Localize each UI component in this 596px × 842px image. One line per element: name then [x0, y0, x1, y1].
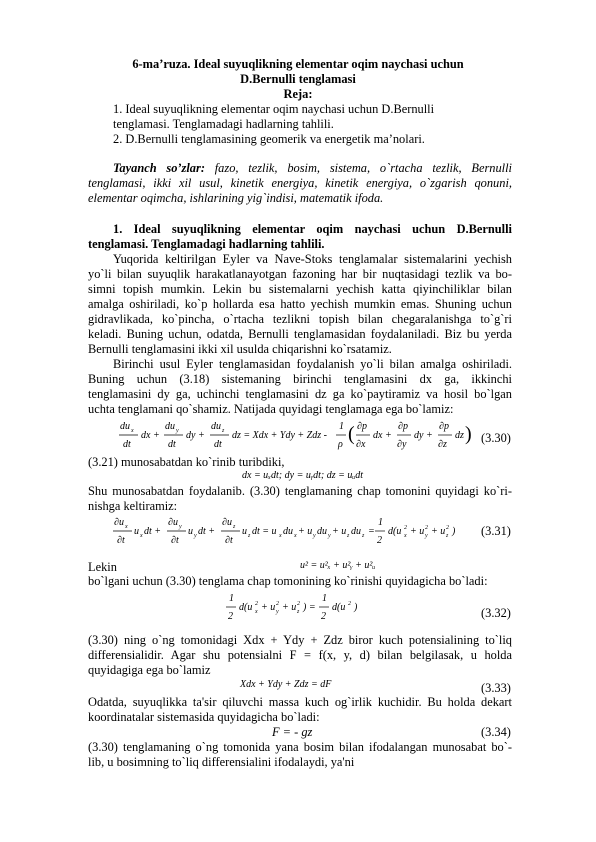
- equation-number-3-34: (3.34): [481, 725, 511, 739]
- svg-text:u: u: [134, 526, 139, 537]
- title-line-1: 6-ma’ruza. Ideal suyuqlikning elementar oqim naychasi uchun: [132, 57, 464, 71]
- svg-text:x: x: [294, 533, 297, 539]
- keywords-line-2: tenglamasi, ikki xil usul, kinetik energiya, kinetik energiya, o`zgarish qonuni,: [88, 176, 512, 190]
- svg-text:ρ: ρ: [338, 439, 343, 450]
- paragraph-1-line: Yuqorida keltirilgan Eyler va Nave-Stoks tenglamalar sistemalarini yechish: [113, 252, 512, 266]
- svg-text:1: 1: [322, 593, 327, 604]
- svg-text:dy +: dy +: [414, 430, 433, 441]
- svg-text:d(u: d(u: [388, 526, 402, 537]
- equation-3-30: [118, 416, 472, 456]
- paragraph-2-line: Birinchi usul Eyler tenglamasidan foydalanish yo`li bilan amalga oshiriladi.: [113, 357, 512, 371]
- svg-text:dt = u: dt = u: [252, 526, 277, 537]
- title-line-2: D.Bernulli tenglamasi: [240, 72, 356, 86]
- paragraph-2-line: tenglamasini dy ga, uchinchi tenglamasini dz ga ko`paytiramiz va hosil bo`lgan: [88, 387, 512, 401]
- svg-text:dt +: dt +: [198, 526, 216, 537]
- paragraph-1-line: Bernulli tenglamasini ikki xil usulda chiqarishni ko`rsatamiz.: [88, 342, 392, 356]
- svg-text:1: 1: [378, 517, 383, 528]
- svg-text:z: z: [222, 428, 225, 434]
- svg-text:dx +: dx +: [373, 430, 392, 441]
- svg-text:2: 2: [255, 601, 258, 607]
- equation-xdx: Xdx + Ydy + Zdz = dF: [240, 679, 332, 690]
- svg-text:z: z: [446, 533, 449, 539]
- plan-item-2: 2. D.Bernulli tenglamasining geomerik va energetik ma’nolari.: [113, 132, 425, 146]
- svg-text:2: 2: [404, 525, 407, 531]
- svg-text:x: x: [131, 428, 134, 434]
- svg-text:du: du: [120, 421, 130, 432]
- svg-text:dt +: dt +: [144, 526, 162, 537]
- svg-text:+ u: + u: [298, 526, 313, 537]
- equation-number-3-31: (3.31): [481, 524, 511, 538]
- svg-text:): ): [354, 602, 358, 613]
- svg-text:dz: dz: [455, 430, 464, 441]
- plan-heading: Reja:: [283, 87, 313, 101]
- svg-text:u: u: [188, 526, 193, 537]
- svg-text:∂p: ∂p: [398, 421, 408, 432]
- svg-text:du: du: [283, 526, 293, 537]
- svg-text:x: x: [404, 533, 407, 539]
- svg-text:∂t: ∂t: [225, 535, 233, 546]
- svg-text:1: 1: [339, 421, 344, 432]
- svg-text:∂y: ∂y: [397, 439, 407, 450]
- svg-text:z: z: [347, 533, 350, 539]
- svg-text:dt: dt: [123, 439, 131, 450]
- section-1-heading-cont: tenglamasi. Tenglamadagi hadlarning tahlili.: [88, 237, 325, 251]
- svg-text:x: x: [125, 524, 128, 530]
- svg-text:dt: dt: [214, 439, 222, 450]
- paragraph-1-line: yo`li bilan suyuqlik harakatlanayotgan fazoning har bir nuqtasidagi tezlik va bo-: [88, 267, 512, 281]
- paragraph-1-line: gidravlikada, ko`pincha, o`rtacha tezlikni topish bilan chegaralanishga to`g`ri: [88, 312, 512, 326]
- svg-text:z: z: [362, 533, 365, 539]
- svg-text:y: y: [179, 524, 182, 530]
- svg-text:∂z: ∂z: [438, 439, 447, 450]
- svg-text:z: z: [297, 609, 300, 615]
- svg-text:d(u: d(u: [239, 602, 253, 613]
- svg-text:du: du: [317, 526, 327, 537]
- keywords-line-3: elementar oqimcha, ishlarining yig`indisi, matematik ifoda.: [88, 191, 384, 205]
- svg-text:∂p: ∂p: [439, 421, 449, 432]
- svg-text:+ u: + u: [410, 526, 425, 537]
- section-1-heading: 1. Ideal suyuqlikning elementar oqim naychasi uchun D.Bernulli: [113, 222, 512, 236]
- svg-text:+ u: + u: [261, 602, 276, 613]
- equation-f: F = - gz: [272, 725, 313, 739]
- paragraph-4-line: bo`lgani uchun (3.30) tenglama chap tomonining ko`rinishi quyidagicha bo`ladi:: [88, 574, 488, 588]
- svg-text:(: (: [348, 423, 355, 445]
- svg-text:y: y: [194, 533, 197, 539]
- paragraph-6-line: Odatda, suyuqlikka ta'sir qiluvchi massa kuch og`irlik kuchidir. Bu holda dekart: [88, 695, 512, 709]
- svg-text:2: 2: [446, 525, 449, 531]
- svg-text:y: y: [176, 428, 179, 434]
- paragraph-1-line: amalga oshiriladi, ko`p hollarda esa hatto yechish mumkin emas. Shuning uchun: [88, 297, 512, 311]
- svg-text:x: x: [255, 609, 258, 615]
- paragraph-2-line: uchta tenglamani qo`shamiz. Natijada quyidagi tenglamaga ega bo`lamiz:: [88, 402, 454, 416]
- svg-text:2: 2: [425, 525, 428, 531]
- svg-text:du: du: [211, 421, 221, 432]
- svg-text:z: z: [248, 533, 251, 539]
- svg-text:2: 2: [377, 535, 382, 546]
- svg-text:dz = Xdx + Ydy + Zdz -: dz = Xdx + Ydy + Zdz -: [232, 430, 327, 441]
- paragraph-3-line: nishga keltiramiz:: [88, 499, 178, 513]
- svg-text:x: x: [279, 533, 282, 539]
- svg-text:z: z: [233, 524, 236, 530]
- svg-text:d(u: d(u: [332, 602, 346, 613]
- paragraph-7-line: lib, u bosimning to`liq differensialini ifodalaydi, ya'ni: [88, 755, 355, 769]
- svg-text:2: 2: [297, 601, 300, 607]
- svg-text:2: 2: [348, 601, 351, 607]
- svg-text:x: x: [140, 533, 143, 539]
- paragraph-5-line: differensialidir. Agar shu potensialni F = f(x, y, d) bilan belgilasak, u holda: [88, 648, 512, 662]
- plan-item-1-cont: tenglamasi. Tenglamadagi hadlarning tahlili.: [113, 117, 334, 131]
- text-lekin: Lekin: [88, 560, 117, 574]
- svg-text:dy +: dy +: [186, 430, 205, 441]
- svg-text:∂p: ∂p: [357, 421, 367, 432]
- svg-text:y: y: [276, 609, 279, 615]
- paragraph-1-line: simni topish mumkin. Lekin bu sistemalarni yechish katta qiyinchiliklar bilan: [88, 282, 512, 296]
- svg-text:y: y: [328, 533, 331, 539]
- equation-dx-dy-dz: dx = uₓdt; dy = uᵧdt; dz = uᵤdt: [242, 470, 364, 481]
- keywords-line-1: Tayanch so’zlar: fazo, tezlik, bosim, sistema, o`rtacha tezlik, Bernulli: [113, 161, 512, 175]
- svg-text:∂u: ∂u: [222, 517, 232, 528]
- equation-number-3-32: (3.32): [481, 606, 511, 620]
- svg-text:): ): [465, 423, 472, 445]
- svg-text:∂x: ∂x: [356, 439, 366, 450]
- plan-item-1: 1. Ideal suyuqlikning elementar oqim naychasi uchun D.Bernulli: [113, 102, 435, 116]
- svg-text:∂u: ∂u: [114, 517, 124, 528]
- svg-text:∂u: ∂u: [168, 517, 178, 528]
- svg-text:∂t: ∂t: [117, 535, 125, 546]
- svg-text:+ u: + u: [431, 526, 446, 537]
- svg-text:u: u: [242, 526, 247, 537]
- svg-text:+ u: + u: [282, 602, 297, 613]
- equation-number-3-30: (3.30): [481, 431, 511, 445]
- svg-text:du: du: [165, 421, 175, 432]
- svg-text:=: =: [368, 526, 375, 537]
- equation-u-squared: u² = u²ₓ + u²ᵧ + u²ᵤ: [300, 560, 376, 571]
- paragraph-7-line: (3.30) tenglamaning o`ng tomonida yana bosim bilan ifodalangan munosabat bo`-: [88, 740, 512, 754]
- svg-text:2: 2: [228, 611, 233, 622]
- equation-number-3-33: (3.33): [481, 681, 511, 695]
- svg-text:dx +: dx +: [141, 430, 160, 441]
- equation-3-32: [226, 588, 386, 628]
- svg-text:) =: ) =: [303, 602, 316, 613]
- paragraph-5-line: quyidagiga ega bo`lamiz: [88, 663, 211, 677]
- paragraph-5-line: (3.30) ning o`ng tomonidagi Xdx + Ydy + Zdz biror kuch potensialining to`liq: [88, 633, 512, 647]
- svg-text:2: 2: [321, 611, 326, 622]
- keywords-label: Tayanch so’zlar:: [113, 161, 205, 175]
- paragraph-2-line: Buning uchun (3.18) sistemaning birinchi tenglamasini dx ga, ikkinchi: [88, 372, 512, 386]
- svg-text:y: y: [313, 533, 316, 539]
- svg-text:): ): [452, 526, 456, 537]
- svg-text:1: 1: [229, 593, 234, 604]
- paragraph-3-line: Shu munosabatdan foydalanib. (3.30) tenglamaning chap tomonini quyidagi ko`ri-: [88, 484, 512, 498]
- paragraph-1-line: keladi. Buning uchun, odatda, Bernulli tenglamasidan foydalaniladi. Biz bu yerda: [88, 327, 512, 341]
- svg-text:du: du: [351, 526, 361, 537]
- svg-text:y: y: [425, 533, 428, 539]
- svg-text:∂t: ∂t: [171, 535, 179, 546]
- text-line: (3.21) munosabatdan ko`rinib turibdiki,: [88, 455, 285, 469]
- svg-text:dt: dt: [168, 439, 176, 450]
- paragraph-6-line: koordinatalar sistemasida quyidagicha bo`ladi:: [88, 710, 320, 724]
- equation-3-31: [112, 512, 472, 552]
- svg-text:+ u: + u: [332, 526, 347, 537]
- svg-text:2: 2: [276, 601, 279, 607]
